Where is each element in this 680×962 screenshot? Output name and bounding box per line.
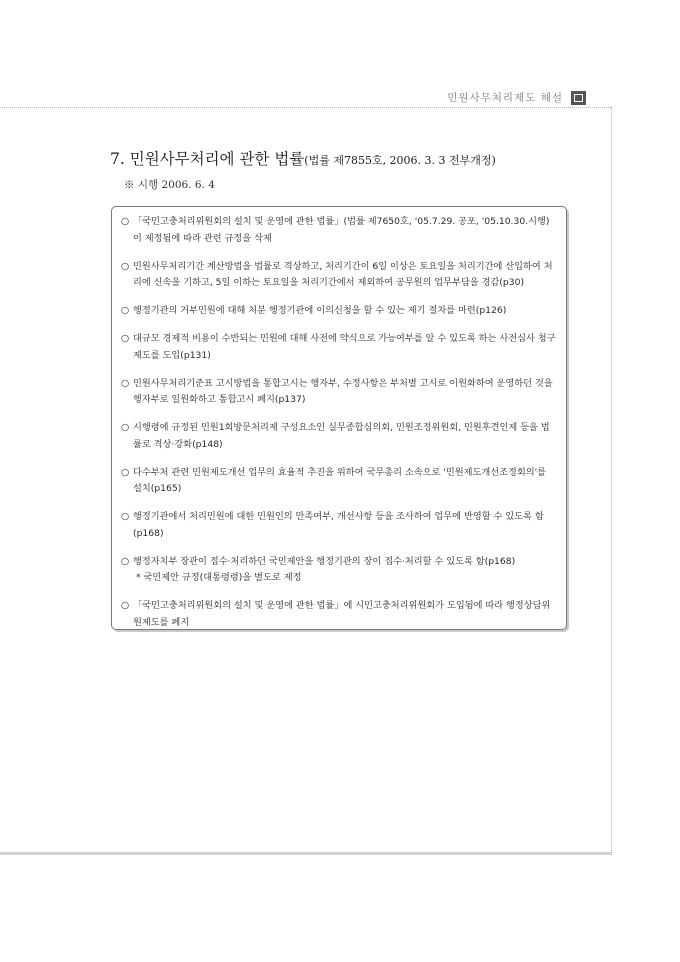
list-item-text: 민원사무처리기간 계산방법을 법률로 격상하고, 처리기간이 6일 이상은 토요일을 처리기간에 산입하여 처리에 신속을 기하고, 5일 이하는 토요일을 처리기간에서 제외하여 공무원의 업무부담을 경감(p30) [133, 260, 553, 288]
page-frame-top-border [0, 107, 611, 108]
running-header [447, 90, 586, 105]
list-item [121, 509, 557, 542]
list-item [121, 554, 557, 587]
circle-bullet-icon: ○ [121, 600, 130, 611]
circle-bullet-icon: ○ [121, 422, 130, 433]
page-frame-right-border [611, 107, 612, 855]
circle-bullet-icon: ○ [121, 260, 130, 272]
effective-date-note: ※ 시행 2006. 6. 4 [124, 179, 215, 191]
list-item-text: 시행령에 규정된 민원1회방문처리제 구성요소인 실무종합심의회, 민원조정위원회, 민원후견인제 등을 법률로 격상·강화(p148) [133, 422, 550, 450]
running-header-title: 민원사무처리제도 해설 [447, 92, 563, 104]
list-item-subnote: * 국민제안 규정(대통령령)을 별도로 제정 [136, 572, 302, 583]
list-item-text: 다수부처 관련 민원제도개선 업무의 효율적 추진을 위하여 국무총리 소속으로 '민원제도개선조정회의'를 설치(p165) [133, 466, 546, 494]
circle-bullet-icon: ○ [121, 333, 130, 344]
list-item-text: 행정자치부 장관이 접수·처리하던 국민제안을 행정기관의 장이 접수·처리할 수 있도록 함(p168) [133, 555, 516, 567]
square-bullet-icon [571, 91, 586, 105]
list-item-text: 민원사무처리기준표 고시방법을 통합고시는 행자부, 수정사항은 부처별 고시로 이원화하여 운영하던 것을 행자부로 일원화하고 통합고시 폐지(p137) [133, 377, 553, 405]
page-frame-bottom-border [0, 852, 611, 855]
list-item [121, 303, 557, 320]
circle-bullet-icon: ○ [121, 466, 130, 478]
list-item-text: 「국민고충처리위원회의 설치 및 운영에 관한 법률」에 시민고충처리위원회가 도입됨에 따라 행정상담위원제도를 폐지 [133, 600, 551, 628]
section-title-subtitle: (법률 제7855호, 2006. 3. 3 전부개정) [304, 154, 496, 167]
section-title-main: 7. 민원사무처리에 관한 법률 [110, 150, 305, 168]
circle-bullet-icon: ○ [121, 305, 130, 316]
circle-bullet-icon: ○ [121, 555, 130, 567]
circle-bullet-icon: ○ [121, 511, 130, 522]
list-item-text: 「국민고충처리위원회의 설치 및 운영에 관한 법률」(법률 제7650호, '05.7.29. 공포, '05.10.30.시행)이 제정됨에 따라 관련 규정을 삭제 [133, 216, 550, 244]
list-item-text: 행정기관의 거부민원에 대해 처분 행정기관에 이의신청을 할 수 있는 제기 절차를 마련(p126) [133, 305, 507, 316]
list-item-text: 대규모 경제적 비용이 수반되는 민원에 대해 사전에 약식으로 가능여부를 알 수 있도록 하는 사전심사 청구제도를 도입(p131) [133, 333, 556, 361]
circle-bullet-icon: ○ [121, 377, 130, 389]
list-item [121, 259, 557, 292]
list-item [121, 420, 557, 453]
list-item [121, 465, 557, 498]
list-item [121, 376, 557, 409]
section-title [110, 147, 496, 169]
list-item-content [133, 554, 557, 587]
list-item-text: 행정기관에서 처리민원에 대한 민원인의 만족여부, 개선사항 등을 조사하여 업무에 반영할 수 있도록 함(p168) [133, 511, 544, 539]
summary-box [111, 206, 567, 630]
list-item [121, 214, 557, 247]
circle-bullet-icon: ○ [121, 216, 130, 227]
list-item [121, 331, 557, 364]
list-item [121, 598, 557, 631]
